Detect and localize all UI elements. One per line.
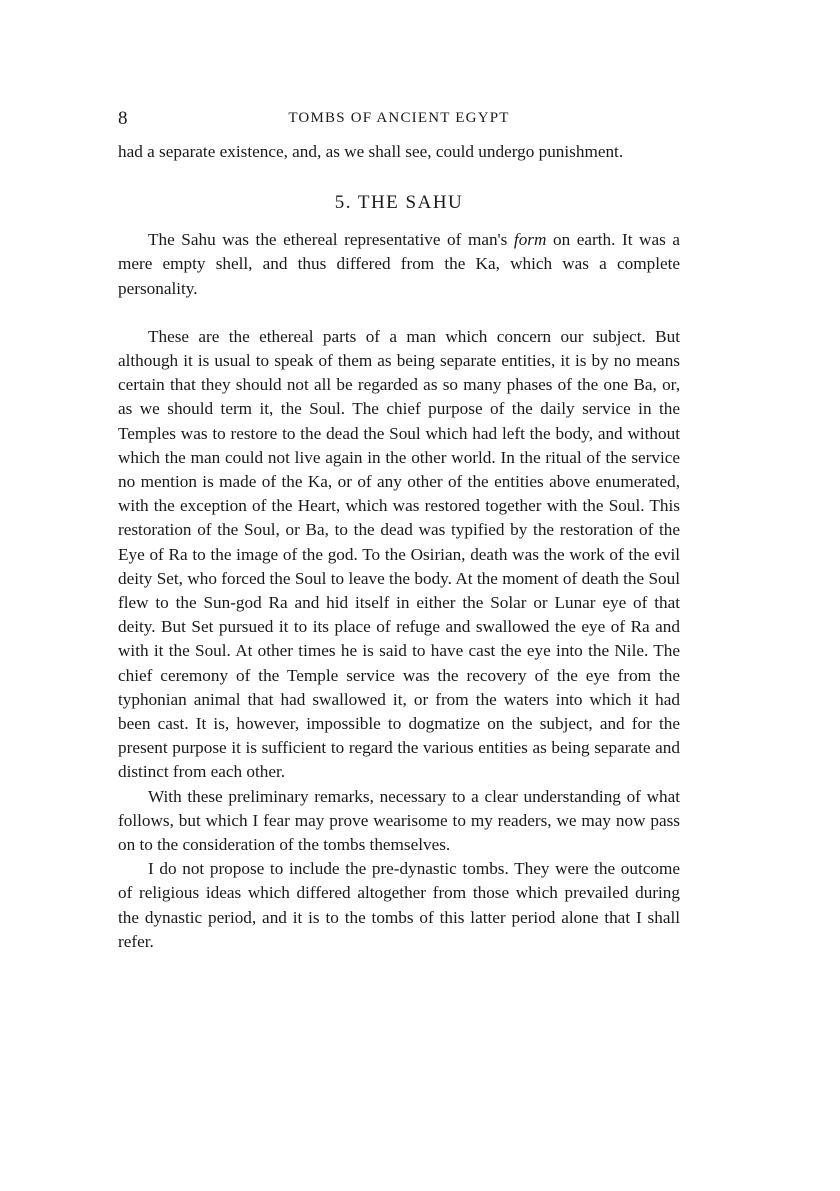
- body-paragraph-2: With these preliminary remarks, necessary to a clear understanding of what follows, but which I fear may prove wearisome to my readers, we may now pass on to the consideration of the tombs themselves.: [118, 786, 680, 855]
- book-page: [118, 108, 680, 954]
- body-paragraph-1: These are the ethereal parts of a man which concern our subject. But although it is usual to speak of them as being separate entities, it is by no means certain that they should not all be regarded as so many phases of the one Ba, or, as we should term it, the Soul. The chief purpose of the daily service in the Temples was to restore to the dead the Soul which had left the body, and without which the man could not live again in the other world. In the ritual of the service no mention is made of the Ka, or of any other of the entities above enumerated, with the exception of the Heart, which was restored together with the Soul. This restoration of the Soul, or Ba, to the dead was typified by the restoration of the Eye of Ra to the image of the god. To the Osirian, death was the work of the evil deity Set, who forced the Soul to leave the body. At the moment of death the Soul flew to the Sun-god Ra and hid itself in either the Solar or Lunar eye of that deity. But Set pursued it to its place of refuge and swallowed the eye of Ra and with it the Soul. At other times he is said to have cast the eye into the Nile. The chief ceremony of the Temple service was the recovery of the eye from the typhonian animal that had swallowed it, or from the waters into which it had been cast. It is, however, impossible to dogmatize on the subject, and for the present purpose it is sufficient to regard the various entities as being separate and distinct from each other.: [118, 326, 680, 782]
- intro-paragraph: had a separate existence, and, as we shall see, could undergo punishment.: [118, 142, 624, 161]
- section-heading: 5. THE SAHU: [334, 192, 464, 214]
- paragraph-gap: [118, 301, 680, 325]
- sahu-paragraph: [118, 228, 680, 301]
- body-paragraph-3: I do not propose to include the pre-dynastic tombs. They were the outcome of religious ideas which differed altogether from those which prevailed during the dynastic period, and it is to the tombs of this latter period alone that I shall refer.: [118, 859, 680, 951]
- running-head: [118, 108, 680, 140]
- sahu-text-end: on earth. It was a mere empty shell, and thus differed from the Ka, which was a complete personality.: [118, 230, 680, 298]
- emphasis-form: form: [513, 230, 547, 250]
- sahu-text-start: The Sahu was the ethereal representative of man's: [148, 230, 514, 250]
- running-title: TOMBS OF ANCIENT EGYPT: [288, 110, 510, 126]
- page-number: 8: [118, 108, 129, 129]
